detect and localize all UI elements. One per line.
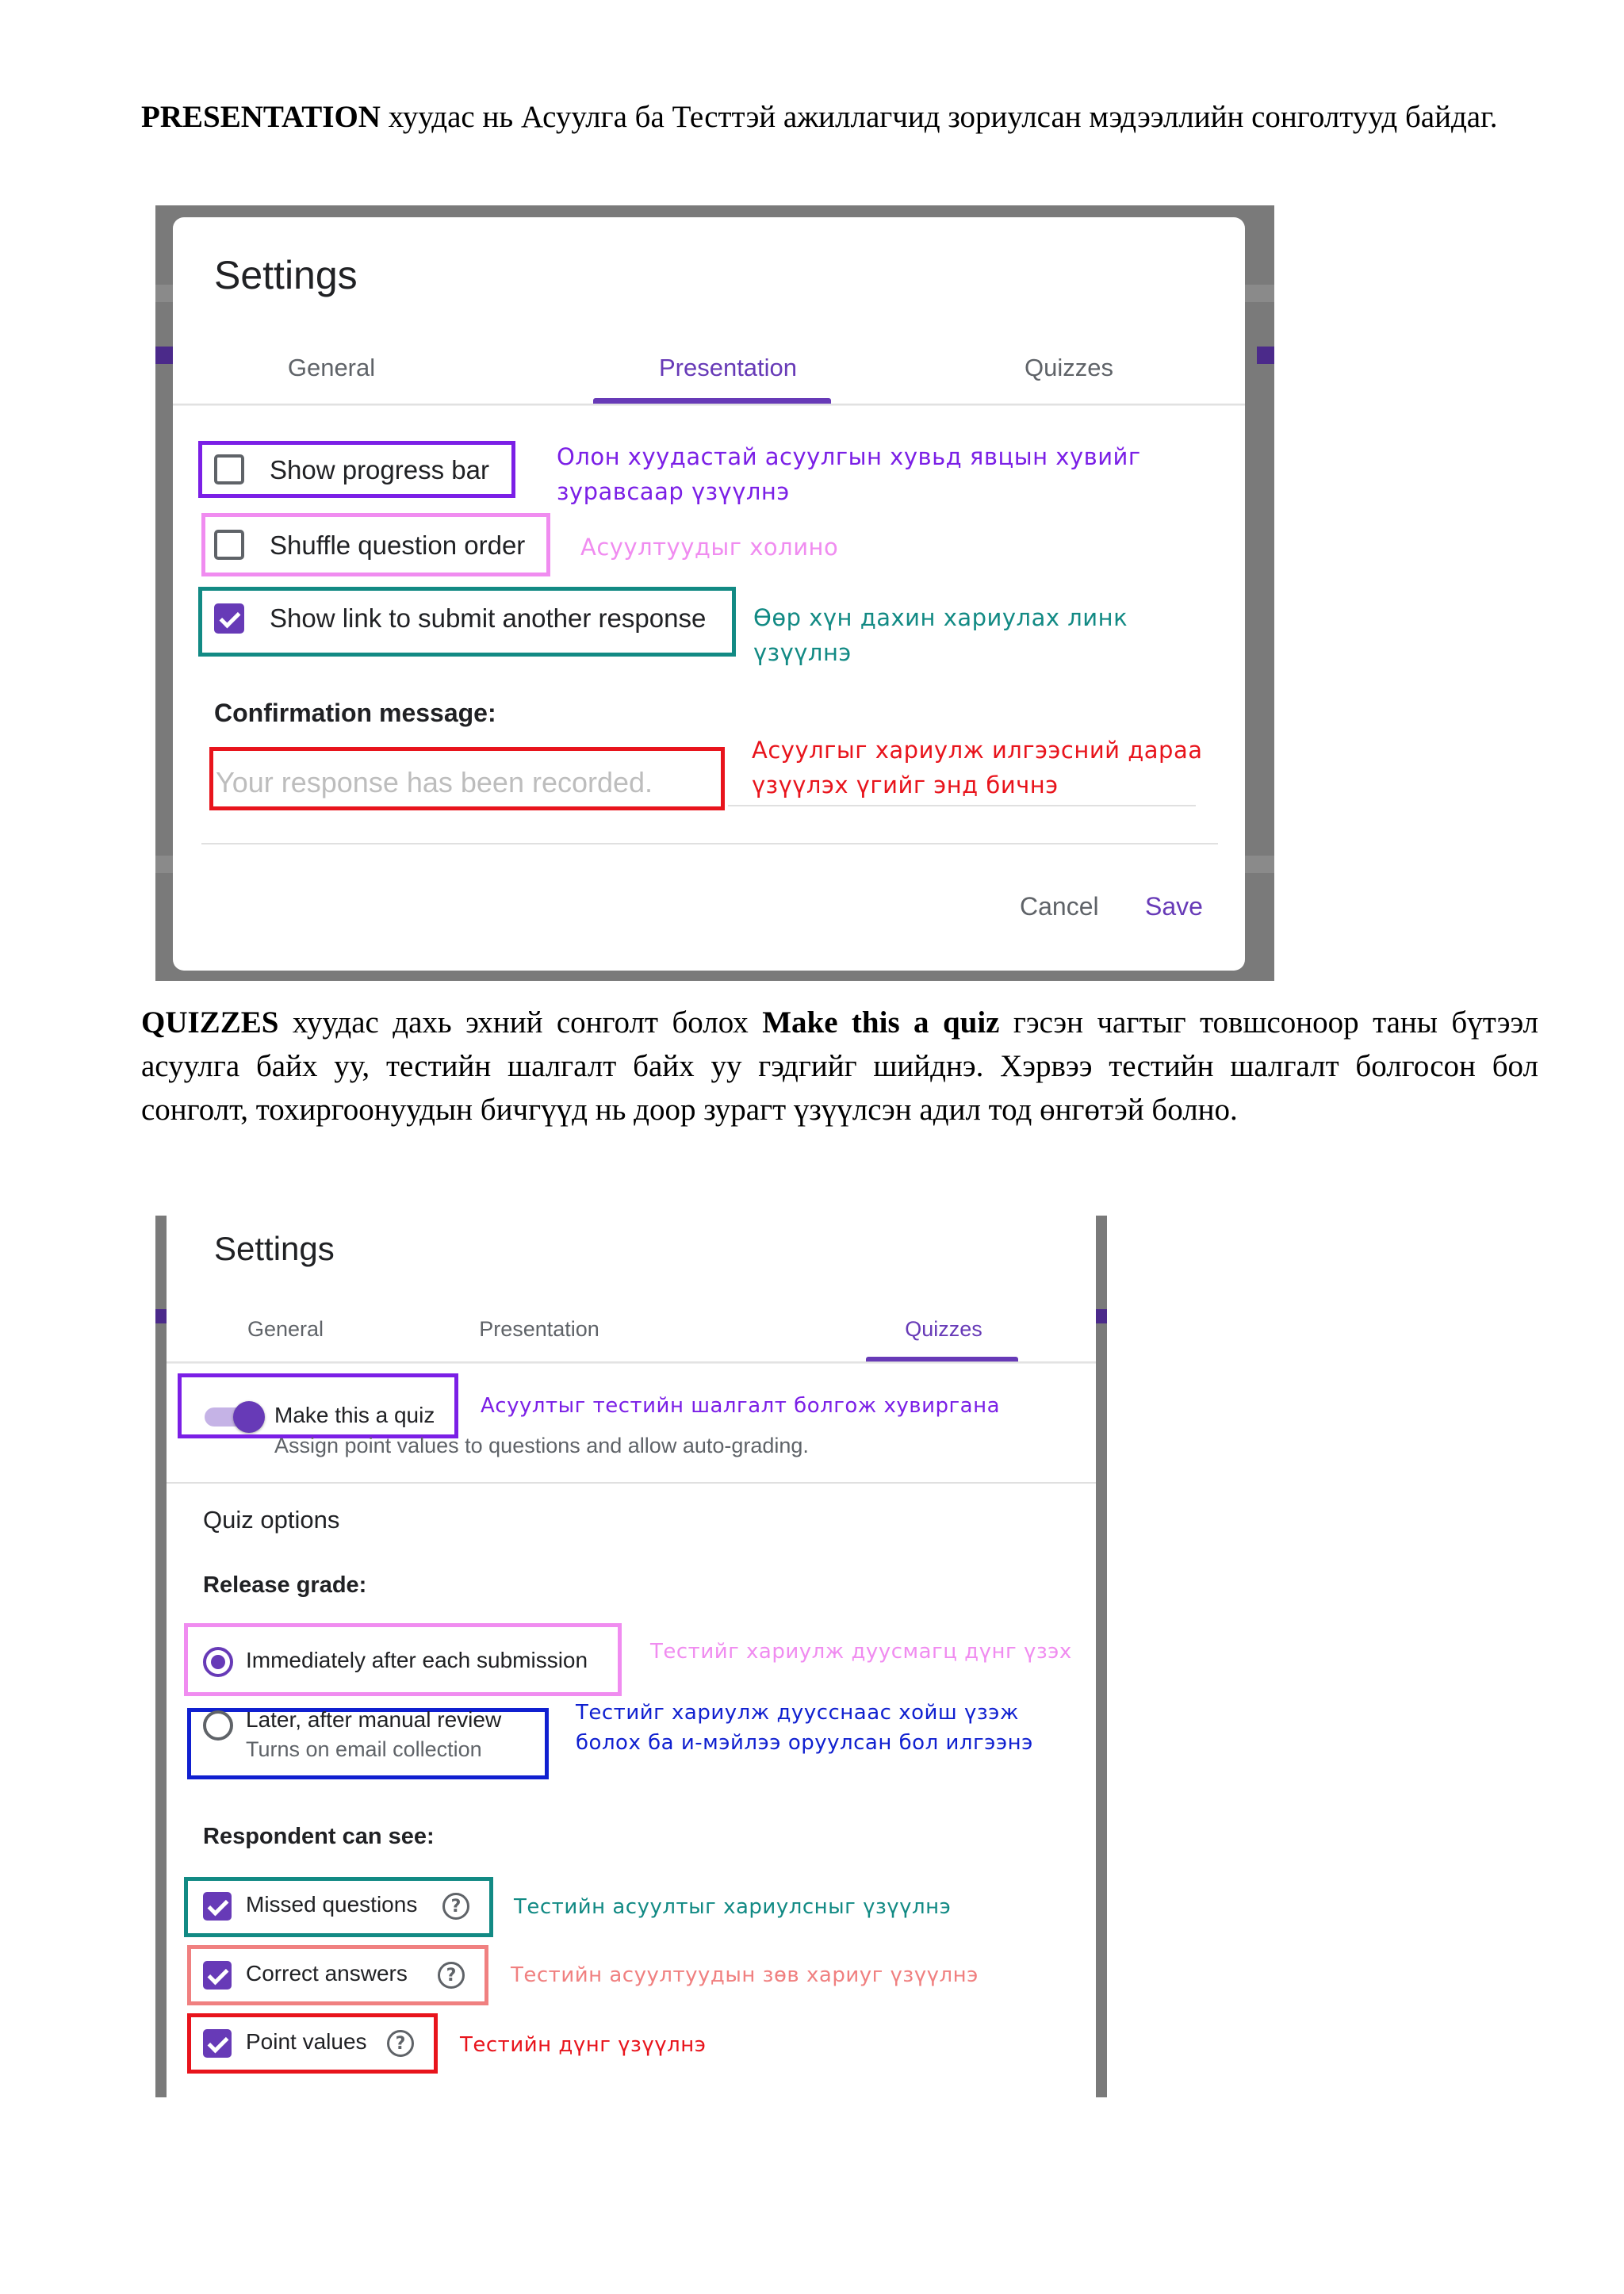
missed-help-icon[interactable]: ? — [442, 1893, 469, 1920]
submit-link-label: Show link to submit another response — [270, 603, 707, 633]
background-accent — [155, 347, 173, 364]
points-annotation: Тестийн дүнг үзүүлнэ — [460, 2033, 707, 2057]
missed-annotation: Тестийн асуултыг хариулсныг үзүүлнэ — [514, 1895, 952, 1919]
later-sub: Turns on email collection — [246, 1737, 482, 1761]
confirmation-label: Confirmation message: — [214, 699, 496, 727]
input-underline — [728, 805, 1196, 806]
submit-link-checkbox[interactable] — [214, 603, 244, 634]
quiz-text-1: хуудас дахь эхний сонголт болох — [278, 1005, 763, 1040]
points-checkbox[interactable] — [203, 2029, 232, 2058]
save-button[interactable]: Save — [1145, 892, 1203, 921]
quiz-bold-2: Make this a quiz — [762, 1005, 1000, 1040]
settings-dialog — [173, 217, 1245, 971]
correct-checkbox[interactable] — [203, 1961, 232, 1990]
tab-quizzes[interactable]: Quizzes — [905, 1317, 982, 1341]
quiz-paragraph — [141, 1001, 1538, 1132]
intro-paragraph — [141, 95, 1538, 139]
confirmation-input[interactable]: Your response has been recorded. — [216, 766, 653, 798]
settings-dialog — [167, 1216, 1096, 2097]
shuffle-checkbox[interactable] — [214, 530, 244, 560]
correct-help-icon[interactable]: ? — [438, 1962, 465, 1989]
dialog-title: Settings — [214, 253, 358, 297]
background-accent — [1096, 1309, 1107, 1323]
make-quiz-description: Assign point values to questions and allow auto-grading. — [274, 1434, 809, 1457]
tab-divider — [173, 404, 1245, 406]
shuffle-annotation: Асуултуудыг холино — [580, 534, 839, 561]
background-edge — [1096, 1216, 1107, 2097]
immediately-annotation: Тестийг хариулж дуусмагц дүнг үзэх — [650, 1640, 1072, 1664]
respondent-heading: Respondent can see: — [203, 1824, 435, 1849]
presentation-settings-screenshot — [155, 205, 1274, 981]
later-annotation: Тестийг хариулж дуусснаас хойш үзэж болох ба и-мэйлээ оруулсан бол илгээнэ — [576, 1701, 1033, 1755]
immediately-radio[interactable] — [203, 1647, 233, 1677]
tab-presentation[interactable]: Presentation — [479, 1317, 599, 1341]
tab-general[interactable]: General — [247, 1317, 324, 1341]
progress-bar-annotation: Олон хуудастай асуулгын хувьд явцын хувийг зуравсаар үзүүлнэ — [557, 443, 1141, 505]
intro-text: хуудас нь Асуулга ба Тесттэй ажиллагчид зориулсан мэдээллийн сонголтууд байдаг. — [380, 100, 1498, 134]
tab-divider — [167, 1361, 1096, 1364]
tab-quizzes[interactable]: Quizzes — [1025, 354, 1113, 381]
correct-label: Correct answers — [246, 1961, 408, 1986]
points-label: Point values — [246, 2029, 367, 2054]
highlight-confirmation — [209, 747, 725, 810]
intro-bold: PRESENTATION — [141, 100, 381, 134]
dialog-title: Settings — [214, 1230, 335, 1267]
section-divider — [167, 1482, 1096, 1484]
quizzes-settings-screenshot — [155, 1216, 1107, 2097]
progress-bar-checkbox[interactable] — [214, 454, 244, 484]
active-tab-indicator — [593, 398, 831, 404]
cancel-button[interactable]: Cancel — [1020, 892, 1099, 921]
submit-link-annotation: Өөр хүн дахин хариулах линк үзүүлнэ — [753, 604, 1128, 666]
background-accent — [1257, 347, 1274, 364]
background-accent — [155, 1309, 167, 1323]
progress-bar-label: Show progress bar — [270, 455, 489, 484]
later-radio[interactable] — [203, 1710, 233, 1741]
make-quiz-label: Make this a quiz — [274, 1403, 435, 1427]
quiz-bold-1: QUIZZES — [141, 1005, 279, 1040]
correct-annotation: Тестийн асуултуудын зөв хариуг үзүүлнэ — [511, 1963, 979, 1987]
release-grade-heading: Release grade: — [203, 1572, 367, 1598]
background-edge — [155, 1216, 167, 2097]
tab-presentation[interactable]: Presentation — [658, 354, 798, 381]
shuffle-label: Shuffle question order — [270, 530, 526, 560]
immediately-label: Immediately after each submission — [246, 1648, 588, 1672]
quiz-options-heading: Quiz options — [203, 1506, 340, 1534]
confirmation-annotation: Асуулгыг хариулж илгээсний дараа үзүүлэх үгийг энд бичнэ — [752, 737, 1203, 798]
highlight-make-quiz — [178, 1373, 458, 1438]
points-help-icon[interactable]: ? — [387, 2030, 414, 2057]
later-label: Later, after manual review — [246, 1707, 502, 1732]
missed-label: Missed questions — [246, 1892, 418, 1917]
missed-checkbox[interactable] — [203, 1892, 232, 1921]
quiz-text-2: гэсэн чагтыг товшсоноор таны бүтээл асуулга байх уу, тестийн шалгалт байх уу гэдгийг шийднэ. Хэрвээ тестийн шалгалт болгосон бол сонголт, тохиргоонуудын бичгүүд нь доор зурагт үзүүлсэн адил тод өнгөтэй болно. — [141, 1005, 1539, 1127]
tab-general[interactable]: General — [287, 354, 376, 381]
footer-divider — [201, 843, 1218, 844]
make-quiz-annotation: Асуултыг тестийн шалгалт болгож хувиргана — [481, 1394, 1001, 1418]
